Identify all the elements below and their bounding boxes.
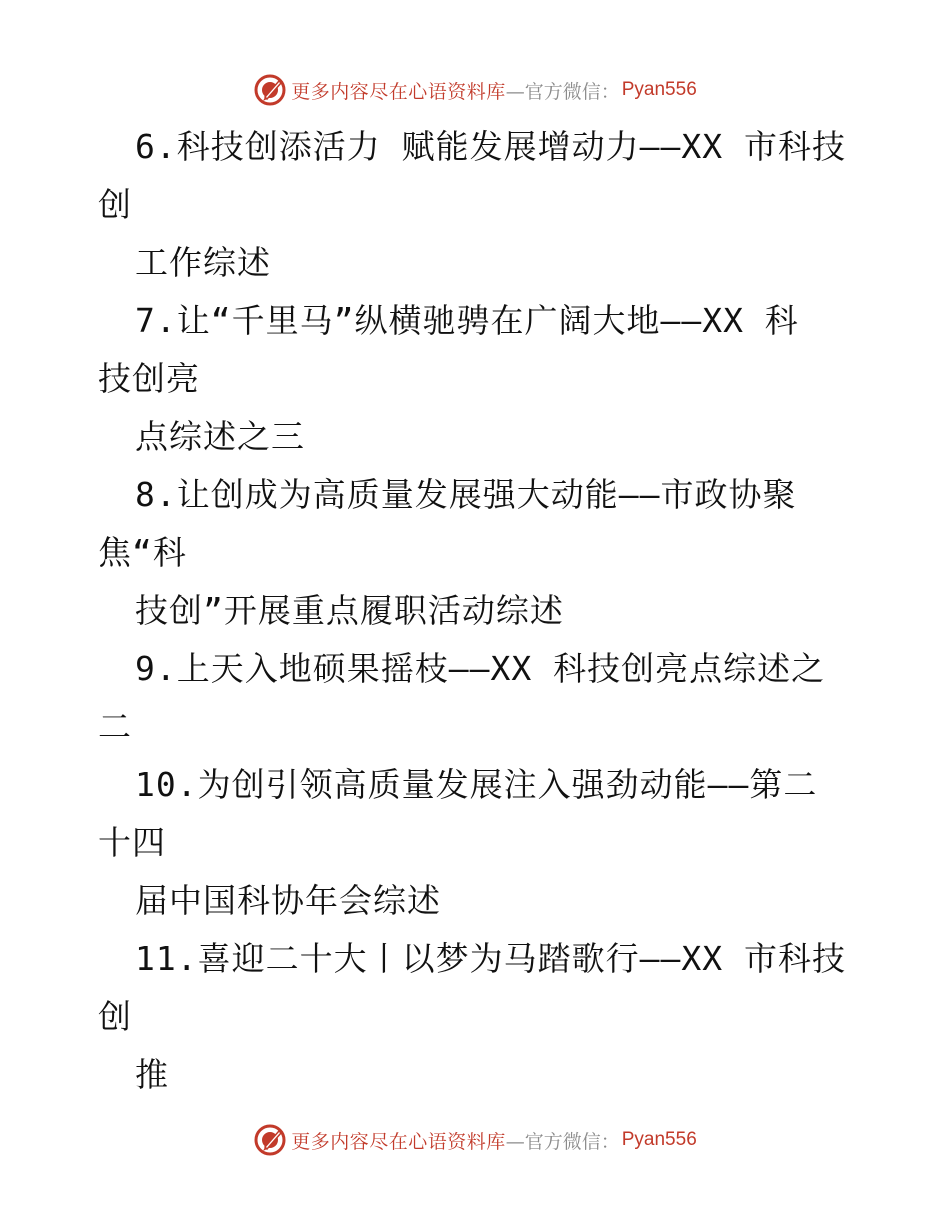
footer-watermark <box>0 1120 950 1160</box>
list-item-11-line-2: 创 <box>98 997 132 1036</box>
watermark-official-label: —官方微信： <box>505 80 620 103</box>
list-item-6-line-2: 创 <box>98 185 132 224</box>
list-item-8-line-1: 8.让创成为高质量发展强大动能——市政协聚 <box>135 475 797 514</box>
list-item-7-line-3: 点综述之三 <box>135 417 305 456</box>
pen-seal-logo-icon <box>253 73 287 107</box>
watermark-row <box>253 73 697 107</box>
list-item-10-line-2: 十四 <box>98 823 166 862</box>
list-item-6-line-1: 6.科技创添活力 赋能发展增动力——XX 市科技 <box>135 127 846 166</box>
list-item-9-line-1: 9.上天入地硕果摇枝——XX 科技创亮点综述之 <box>135 649 826 688</box>
watermark-brand: 更多内容尽在心语资料库 <box>291 1130 506 1153</box>
watermark-official-label: —官方微信： <box>505 1130 620 1153</box>
watermark-row <box>253 1123 697 1157</box>
list-item-6-line-3: 工作综述 <box>135 243 271 282</box>
list-item-10-line-3: 届中国科协年会综述 <box>135 881 441 920</box>
document-body <box>0 118 950 1104</box>
list-item-7-line-1: 7.让“千里马”纵横驰骋在广阔大地——XX 科 <box>135 301 799 340</box>
list-item-9-line-2: 二 <box>98 707 132 746</box>
list-item-8-line-2: 焦“科 <box>98 533 187 572</box>
watermark-wechat-id: Pyan556 <box>621 1129 697 1150</box>
list-item-10-line-1: 10.为创引领高质量发展注入强劲动能——第二 <box>135 765 818 804</box>
list-item-11-line-1: 11.喜迎二十大丨以梦为马踏歌行——XX 市科技 <box>135 939 846 978</box>
watermark-brand: 更多内容尽在心语资料库 <box>291 80 506 103</box>
pen-seal-logo-icon <box>253 1123 287 1157</box>
list-item-7-line-2: 技创亮 <box>98 359 200 398</box>
list-item-11-line-3: 推 <box>135 1055 169 1094</box>
watermark-wechat-id: Pyan556 <box>621 79 697 100</box>
list-item-8-line-3: 技创”开展重点履职活动综述 <box>135 591 564 630</box>
header-watermark <box>0 70 950 110</box>
